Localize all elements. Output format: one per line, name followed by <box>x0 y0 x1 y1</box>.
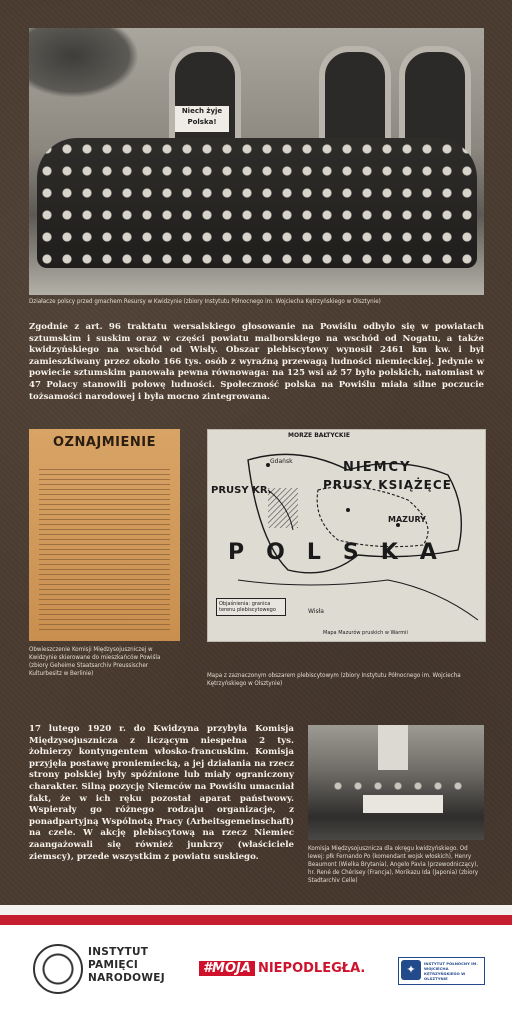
instytut-polnocny-logo <box>398 957 485 985</box>
niepodlegla-text: NIEPODLEGŁA. <box>257 961 366 976</box>
commission-photo-caption: Komisja Międzysojusznicza dla okręgu kwidzyńskiego. Od lewej: płk Fernando Po (komendant wojsk włoskich), Henry Beaumont (Wielka Brytania), Angelo Pavia (przewodniczący), hr. René de Chérisey (Francja), Morikazu Ida (Japonia) (zbiory Stadtarchiv Celle) <box>308 845 479 884</box>
map-gdansk-label: Gdańsk <box>270 458 293 465</box>
instytut-polnocny-text: INSTYTUT PÓŁNOCNY IM. WOJCIECHA KĘTRZYŃSKIEGO W OLSZTYNIE <box>424 961 478 981</box>
intro-paragraph-text: Zgodnie z art. 96 traktatu wersalskiego głosowanie na Powiślu odbyło się w powiatach sztumskim i suskim oraz w części powiatu malborskiego na wschód od Nogatu, a także kwidzyńskiego na wschód od Wisły. Obszar plebiscytowy wynosił 2461 km kw. i był zamieszkiwany przez około 166 tys. osób z wyraźną przewagą ludności niemieckiej. Jedynie w powiecie sztumskim panowała pewna równowaga: na 125 wsi aż 57 było polskich, natomiast w 47 Polacy stanowili połowę ludności. Społeczność polska na Powiślu miała silne poczucie tożsamości narodowej i była mocno zintegrowana. <box>29 322 484 402</box>
instytut-emblem-icon: ✦ <box>401 960 421 980</box>
commission-paragraph <box>29 724 294 863</box>
intro-paragraph <box>29 322 484 403</box>
meeting-table <box>363 795 443 813</box>
map-sea-label: MORZE BAŁTYCKIE <box>288 432 350 439</box>
poster-text-lines <box>39 469 170 631</box>
ipn-eagle-seal-icon <box>33 944 83 994</box>
map-mazury-label: MAZURY <box>388 515 426 524</box>
map-legend: Objaśnienia: granica terenu plebiscytowego <box>216 598 286 616</box>
map-prusy-label: PRUSY KSIĄŻĘCE <box>323 478 452 492</box>
map-polska-label: POLSKA <box>228 540 459 565</box>
commission-paragraph-text: 17 lutego 1920 r. do Kwidzyna przybyła Komisja Międzysojusznicza z liczącym niespełna 2 tys. żołnierzy kontyngentem włosko-francuskim. Komisja przyjęła postawę proniemiecką, a jej działania na rzecz strony polskiej były spóźnione lub miały ograniczony charakter. Silną pozycję Niemców na Powiślu umacniał fakt, że w ich ręku pozostał aparat państwowy. Wspierały go różnego rodzaju organizacje, z ponadpartyjną Wspólnotą Pracy (Arbeitsgemeinschaft) na czele. W akcję plebiscytową na rzecz Niemiec zaangażowali się również junkrzy (właściciele ziemscy), przede wszystkim z powiatu suskiego. <box>29 724 294 862</box>
ipn-logo-text <box>88 946 165 985</box>
moja-hash: #MOJA <box>199 961 255 976</box>
banner-sign: Niech żyje Polska! <box>175 106 229 132</box>
top-photo-caption: Działacze polscy przed gmachem Resursy w Kwidzynie (zbiory Instytutu Północnego im. Wojciecha Kętrzyńskiego w Olsztynie) <box>29 298 381 305</box>
map-title-small: Mapa Mazurów pruskich w Warmii <box>323 630 408 636</box>
announcement-poster <box>29 429 180 641</box>
moja-niepodlegla-logo <box>199 959 365 979</box>
commission-photo <box>308 725 484 840</box>
activists-photo <box>29 28 484 295</box>
commission-members <box>328 775 468 797</box>
map-wisla-label: Wisła <box>308 608 324 615</box>
plebiscite-map <box>207 429 486 642</box>
crowd-of-people <box>37 138 477 268</box>
map-prusy-kr-label: PRUSY KR. <box>211 485 272 496</box>
poster-caption: Obwieszczenie Komisji Międzysojuszniczej w Kwidzynie skierowane do mieszkańców Powiśla (zbiory Geheime Staatsarchiv Preussischer Kulturbesitz w Berlinie) <box>29 646 161 677</box>
ipn-line-2: PAMIĘCI <box>88 959 139 971</box>
poster-title: OZNAJMIENIE <box>52 435 156 450</box>
window <box>378 725 408 770</box>
flag-band-white <box>0 905 512 915</box>
flag-band-red <box>0 915 512 925</box>
map-caption: Mapa z zaznaczonym obszarem plebiscytowym (zbiory Instytutu Północnego im. Wojciecha Kętrzyńskiego w Olsztynie) <box>207 672 461 687</box>
map-niemcy-label: NIEMCY <box>343 460 412 475</box>
ipn-line-3: NARODOWEJ <box>88 972 165 984</box>
ipn-line-1: INSTYTUT <box>88 946 149 958</box>
tree-foliage <box>29 28 139 98</box>
